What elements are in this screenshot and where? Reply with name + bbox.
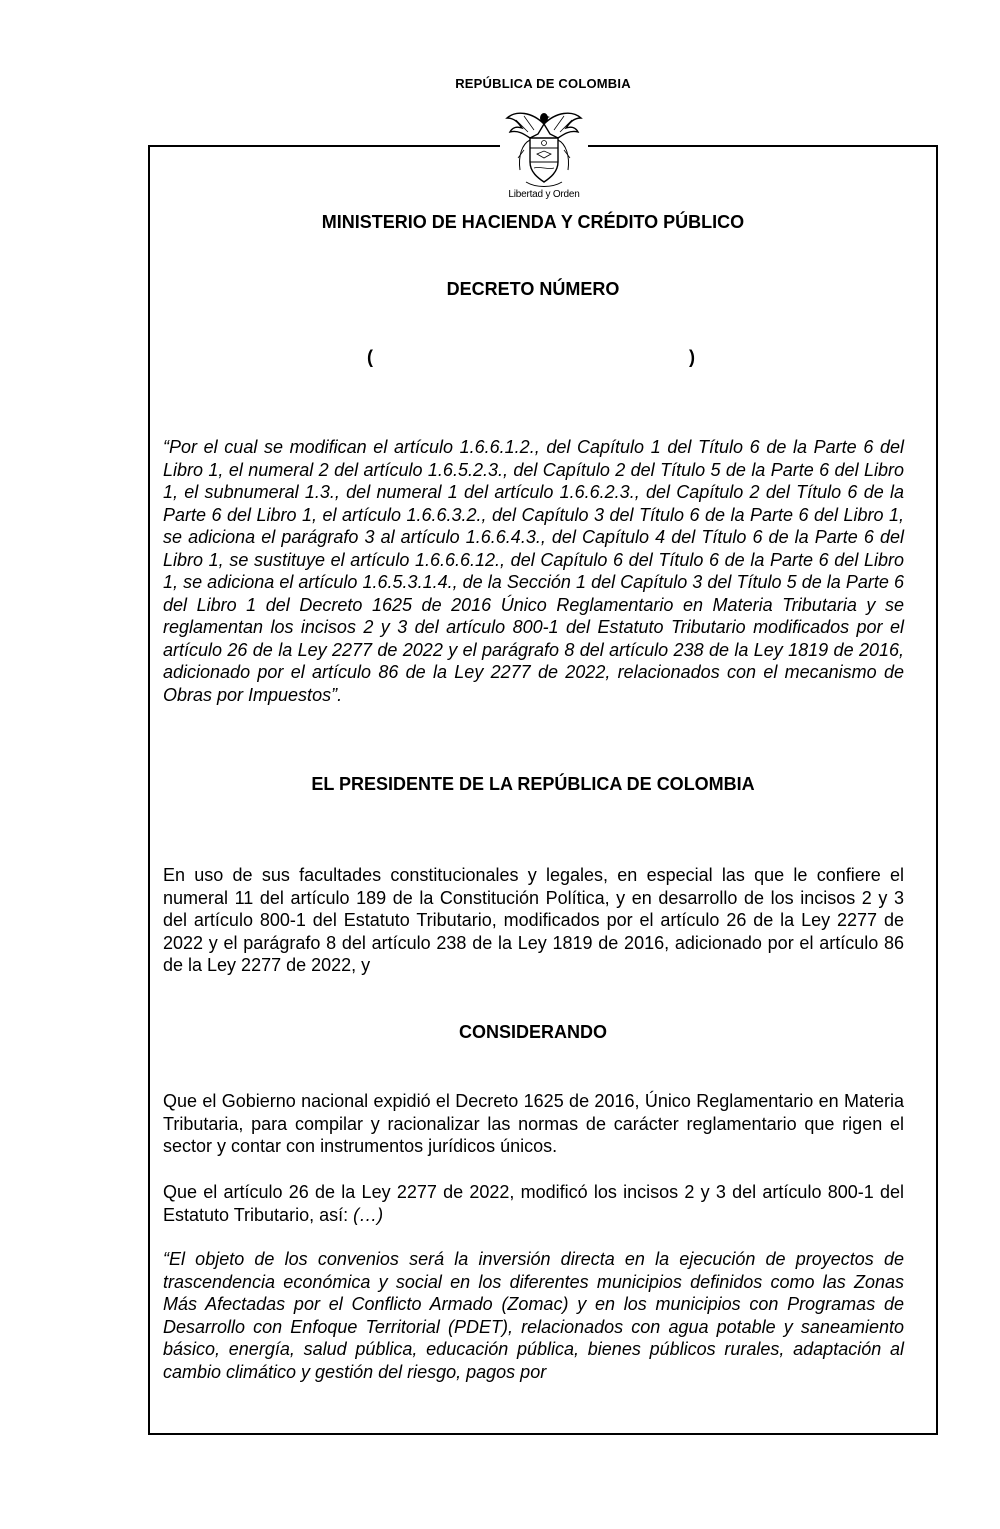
president-heading: EL PRESIDENTE DE LA REPÚBLICA DE COLOMBIA xyxy=(311,774,755,794)
country-header: REPÚBLICA DE COLOMBIA xyxy=(455,76,631,91)
considering-heading: CONSIDERANDO xyxy=(458,1022,607,1042)
consideration-ellipsis: (…) xyxy=(353,1204,384,1225)
decree-epigraph: “Por el cual se modifican el artículo 1.6.6.1.2., del Capítulo 1 del Título 6 de la Parte 6 del Libro 1, el numeral 2 del artículo 1.6.5.2.3., del Capítulo 2 del Título 5 de la Parte 6 del Libro 1, el subnumeral 1.3., del numeral 1 del artículo 1.6.6.2.3., del Capítulo 2 del Título 6 de la Parte 6 del Libro 1, el artículo 1.6.6.3.2., del Capítulo 3 del Título 6 de la Parte 6 del Libro 1, se adiciona el parágrafo 3 al artículo 1.6.6.4.3., del Capítulo 4 del Título 6 de la Parte 6 del Libro 1, se sustituye el artículo 1.6.6.6.12., del Capítulo 6 del Título 6 de la Parte 6 del Libro 1, se adiciona el artículo 1.6.5.3.1.4., de la Sección 1 del Capítulo 3 del Título 5 de la Parte 6 del Libro 1 del Decreto 1625 de 2016 Único Reglamentario en Materia Tributaria y se reglamentan los incisos 2 y 3 del artículo 800-1 del Estatuto Tributario modificados por el artículo 26 de la Ley 2277 de 2022 y el parágrafo 8 del artículo 238 de la Ley 1819 de 2016, adicionado por el artículo 86 de la Ley 2277 de 2022, relacionados con el mecanismo de Obras por Impuestos”. xyxy=(163,437,904,705)
decree-number-close-paren: ) xyxy=(689,347,695,367)
powers-paragraph: En uso de sus facultades constitucionales y legales, en especial las que le confiere el numeral 11 del artículo 189 de la Constitución Política, y en desarrollo de los incisos 2 y 3 del artículo 800-1 del Estatuto Tributario, modificados por el artículo 26 de la Ley 2277 de 2022 y el parágrafo 8 del artículo 238 de la Ley 1819 de 2016, adicionado por el artículo 86 de la Ley 2277 de 2022, y xyxy=(163,865,904,975)
ministry-heading: MINISTERIO DE HACIENDA Y CRÉDITO PÚBLICO xyxy=(321,212,745,232)
seal-motto: Libertad y Orden xyxy=(508,189,580,200)
decree-number-open-paren: ( xyxy=(367,347,373,367)
consideration-second xyxy=(163,1181,904,1226)
decree-title: DECRETO NÚMERO xyxy=(446,279,620,299)
consideration-second-text: Que el artículo 26 de la Ley 2277 de 2022, modificó los incisos 2 y 3 del artículo 800-1 del Estatuto Tributario, así: xyxy=(163,1182,904,1225)
consideration-first: Que el Gobierno nacional expidió el Decreto 1625 de 2016, Único Reglamentario en Materia Tributaria, para compilar y racionalizar las normas de carácter reglamentario que rigen el sector y contar con instrumentos jurídicos únicos. xyxy=(163,1091,904,1156)
quoted-article-text: “El objeto de los convenios será la inversión directa en la ejecución de proyectos de trascendencia económica y social en los diferentes municipios definidos como las Zonas Más Afectadas por el Conflicto Armado (Zomac) y en los municipios con Programas de Desarrollo con Enfoque Territorial (PDET), relacionados con agua potable y saneamiento básico, energía, salud pública, educación pública, bienes públicos rurales, adaptación al cambio climático y gestión del riesgo, pagos por xyxy=(163,1249,904,1382)
